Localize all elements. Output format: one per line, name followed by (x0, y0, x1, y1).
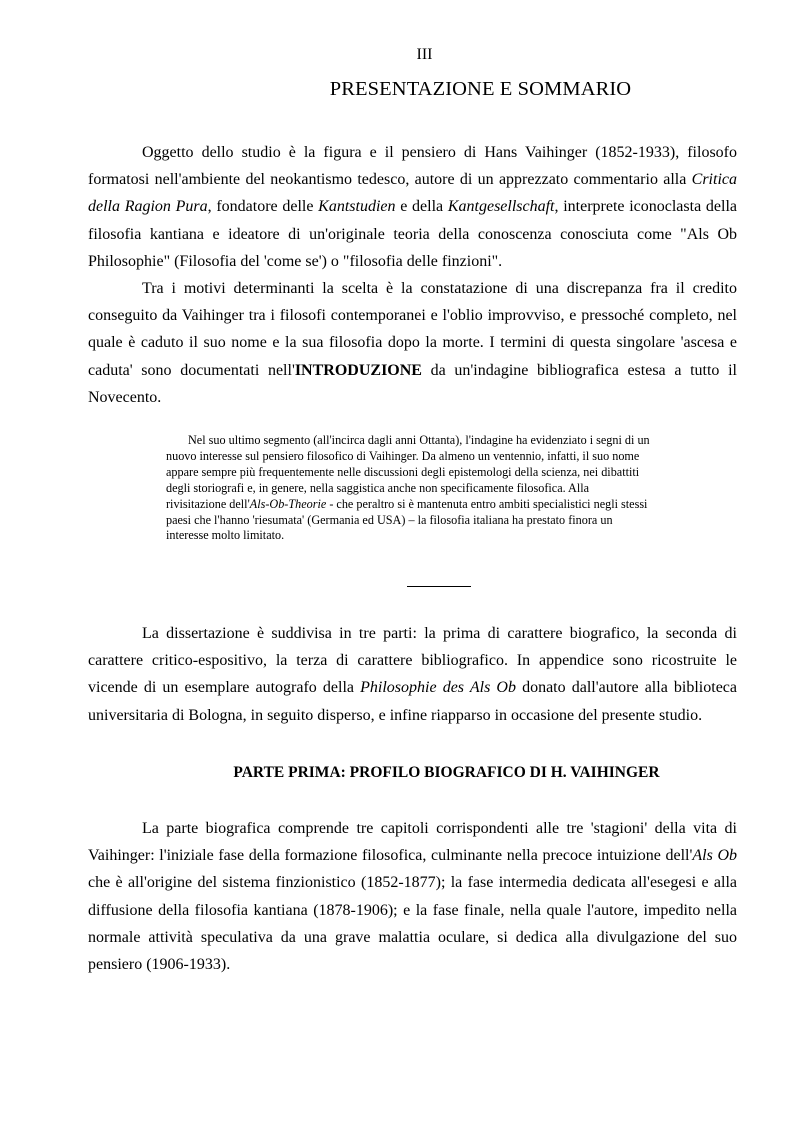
italic-title: Als-Ob-Theorie (249, 496, 327, 511)
intro-paragraphs (88, 139, 737, 411)
italic-title: Kantgesellschaft (447, 198, 555, 216)
text-run: Nel suo ultimo segmento (all'incirca dagli anni Ottanta), l'indagine ha evidenziato i segni di un nuovo interesse sul pensiero filosofico di Vaihinger. Da almeno un ventennio, infatti, il suo nome appare sempre più frequentemente nelle discussioni degli epistemologi della scienza, nei dibattiti degli storiografi e, in genere, nella saggistica anche non specificamente filosofica. Alla rivisitazione dell' (166, 433, 650, 511)
structure-paragraph-block (88, 620, 737, 729)
indented-note (166, 433, 652, 544)
paragraph-subject (88, 139, 737, 275)
text-run: Tra i motivi determinanti la scelta è la constatazione di una discrepanza fra il credito conseguito da Vaihinger tra i filosofi contemporanei e l'oblio improvviso, e pressoché completo, nel quale è caduto il suo nome e la sua filosofia dopo la morte. I termini di questa singolare 'ascesa e caduta' sono documentati nell' (88, 280, 737, 379)
italic-title: Kantstudien (318, 198, 396, 216)
text-run: e della (395, 198, 448, 216)
section-heading: PARTE PRIMA: PROFILO BIOGRAFICO DI H. VAIHINGER (233, 764, 660, 781)
paragraph-biography (88, 815, 737, 978)
text-run: donato dall'autore alla biblioteca universitaria di Bologna, in seguito disperso, e infine riapparso in occasione del presente studio. (88, 679, 738, 724)
text-run: da un'indagine bibliografica estesa a tutto il Novecento. (88, 361, 737, 406)
text-run: , interprete iconoclasta della filosofia kantiana e ideatore di un'originale teoria della conoscenza conosciuta come "Als Ob Philosophie" (Filosofia del 'come se') o "filosofia delle finzioni". (88, 198, 737, 270)
bold-term: INTRODUZIONE (294, 361, 422, 379)
text-run: Oggetto dello studio è la figura e il pensiero di Hans Vaihinger (1852-1933), filosofo formatosi nell'ambiente del neokantismo tedesco, autore di un apprezzato commentario alla (88, 144, 737, 189)
italic-title: Philosophie des Als Ob (360, 679, 516, 697)
text-run: La dissertazione è suddivisa in tre parti: la prima di carattere biografico, la seconda di carattere critico-espositivo, la terza di carattere bibliografico. In appendice sono ricostruite le vicende di un esemplare autografo della (88, 625, 737, 697)
text-run: , fondatore delle (207, 198, 319, 216)
note-paragraph (166, 433, 652, 544)
paragraph-structure (88, 620, 737, 729)
italic-title: Als Ob (692, 847, 737, 865)
text-run: La parte biografica comprende tre capitoli corrispondenti alle tre 'stagioni' della vita di Vaihinger: l'iniziale fase della formazione filosofica, culminante nella precoce intuizione dell' (88, 820, 737, 865)
text-run: che è all'origine del sistema finzionistico (1852-1877); la fase intermedia dedicata all'esegesi e alla diffusione della filosofia kantiana (1878-1906); e la fase finale, nella quale l'autore, impedito nella normale attività speculativa da una grave malattia oculare, si dedica alla divulgazione del suo pensiero (1906-1933). (88, 874, 737, 974)
biography-paragraph-block (88, 815, 737, 978)
page-number: III (416, 46, 433, 63)
italic-title: Critica della Ragion Pura (88, 171, 737, 216)
separator-rule (407, 586, 471, 587)
paragraph-motives (88, 275, 737, 411)
page-title: PRESENTAZIONE E SOMMARIO (329, 78, 632, 100)
text-run: - che peraltro si è mantenuta entro ambiti specialistici negli stessi paesi che l'hanno 'riesumata' (Germania ed USA) – la filosofia italiana ha prestato finora un interesse molto limitato. (166, 496, 648, 543)
